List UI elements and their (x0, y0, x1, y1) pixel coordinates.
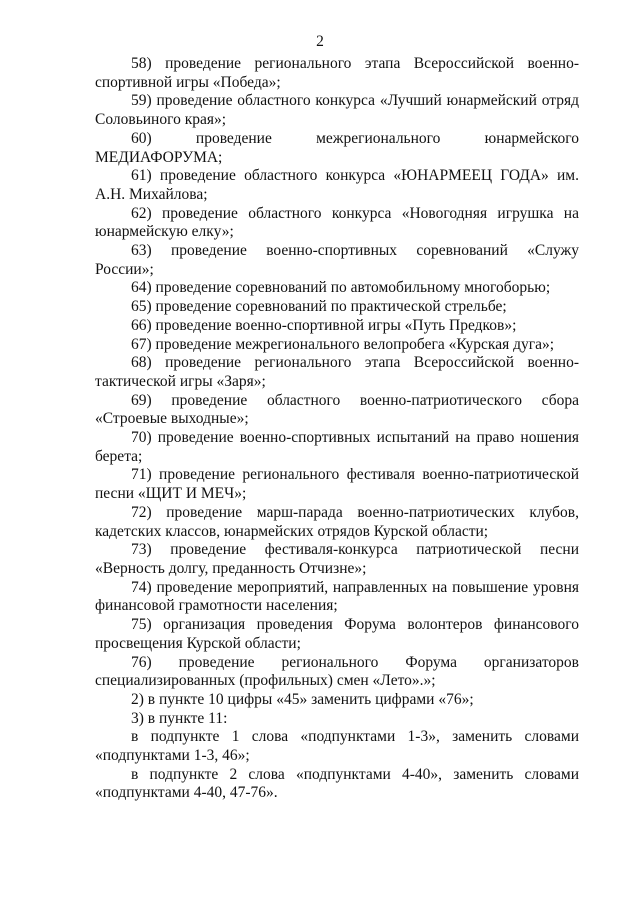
amendment-paragraph: в подпункте 2 слова «подпунктами 4-40», заменить словами «подпунктами 4-40, 47-76». (95, 765, 579, 802)
list-item: 60) проведение межрегионального юнармейского МЕДИАФОРУМА; (95, 129, 579, 166)
list-item: 71) проведение регионального фестиваля военно-патриотической песни «ЩИТ И МЕЧ»; (95, 466, 579, 503)
list-item: 76) проведение регионального Форума организаторов специализированных (профильных) смен «Лето».»; (95, 653, 579, 690)
list-item: 72) проведение марш-парада военно-патриотических клубов, кадетских классов, юнармейских отрядов Курской области; (95, 503, 579, 540)
list-item: 67) проведение межрегионального велопробега «Курская дуга»; (131, 335, 555, 353)
list-item: 58) проведение регионального этапа Всероссийской военно-спортивной игры «Победа»; (95, 55, 579, 91)
list-item: 66) проведение военно-спортивной игры «Путь Предков»; (131, 316, 517, 334)
amendment-paragraph: 2) в пункте 10 цифры «45» заменить цифрами «76»; (131, 690, 474, 708)
list-item: 63) проведение военно-спортивных соревнований «Служу России»; (95, 242, 579, 278)
list-item: 61) проведение областного конкурса «ЮНАРМЕЕЦ ГОДА» им. А.Н. Михайлова; (95, 167, 579, 203)
list-item: 75) организация проведения Форума волонтеров финансового просвещения Курской области; (95, 616, 579, 652)
list-item: 69) проведение областного военно-патриотического сбора «Строевые выходные»; (95, 391, 579, 428)
list-item: 64) проведение соревнований по автомобильному многоборью; (131, 279, 551, 297)
page-number: 2 (316, 33, 324, 50)
amendment-paragraph: 3) в пункте 11: (131, 709, 228, 727)
list-item: 65) проведение соревнований по практической стрельбе; (131, 298, 507, 316)
document-body (95, 55, 579, 803)
list-item: 70) проведение военно-спортивных испытаний на право ношения берета; (95, 429, 579, 465)
amendment-paragraph: в подпункте 1 слова «подпунктами 1-3», заменить словами «подпунктами 1-3, 46»; (95, 728, 579, 765)
list-item: 73) проведение фестиваля-конкурса патриотической песни «Верность долгу, преданность Отчизне»; (95, 541, 579, 577)
list-item: 62) проведение областного конкурса «Новогодняя игрушка на юнармейскую елку»; (95, 204, 579, 241)
list-item: 68) проведение регионального этапа Всероссийской военно-тактической игры «Заря»; (95, 354, 579, 390)
list-item: 59) проведение областного конкурса «Лучший юнармейский отряд Соловьиного края»; (95, 92, 579, 129)
list-item: 74) проведение мероприятий, направленных на повышение уровня финансовой грамотности населения; (95, 578, 579, 615)
